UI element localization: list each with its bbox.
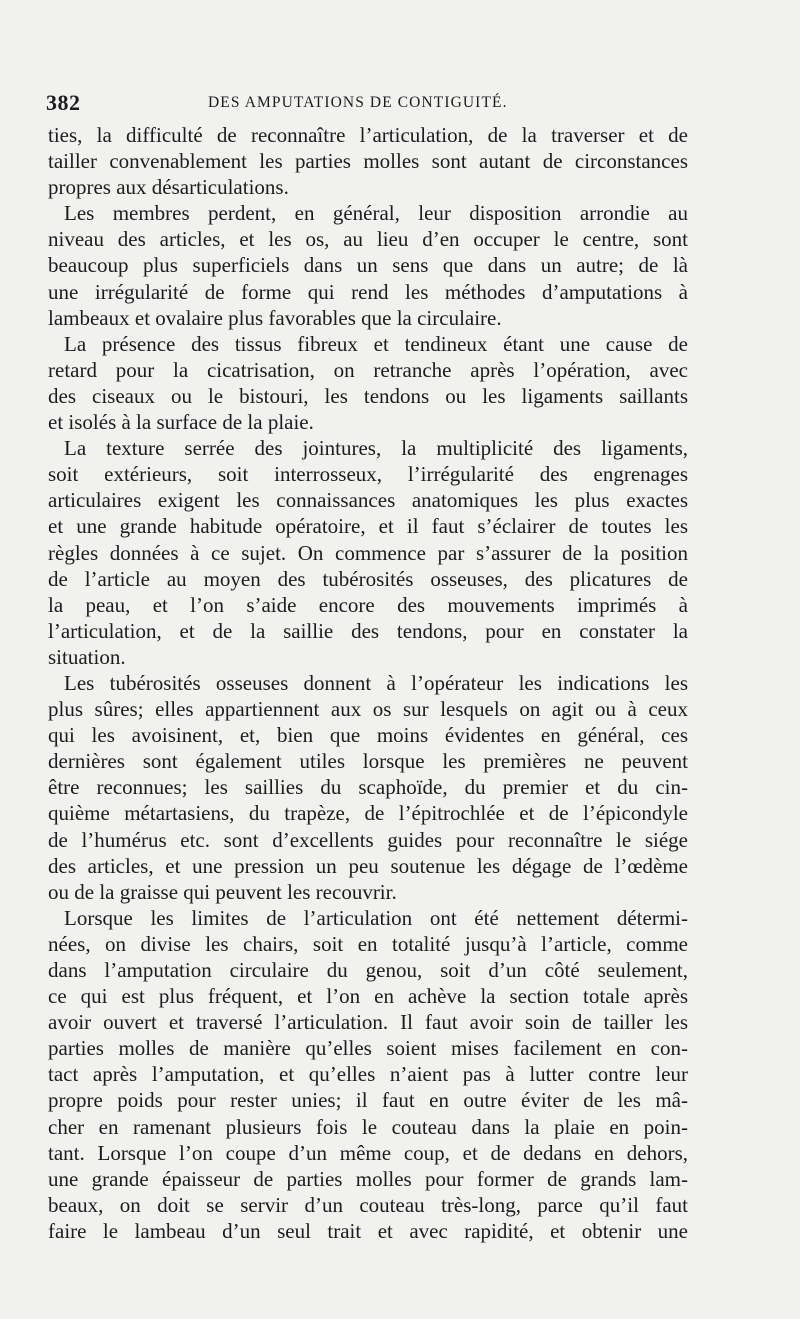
text-line: beaux, on doit se servir d’un couteau très-long, parce qu’il faut bbox=[48, 1192, 688, 1217]
page-number: 382 bbox=[46, 90, 81, 115]
text-line: dans l’amputation circulaire du genou, soit d’un côté seulement, bbox=[48, 958, 688, 982]
text-line: plus sûres; elles appartiennent aux os sur lesquels on agit ou à ceux bbox=[48, 697, 688, 722]
text-line: l’articulation, et de la saillie des tendons, pour en constater la bbox=[48, 618, 688, 643]
text-line: La présence des tissus fibreux et tendineux étant une cause de bbox=[64, 331, 688, 356]
text-line: propre poids pour rester unies; il faut en outre éviter de les mâ- bbox=[48, 1088, 688, 1113]
text-line: nées, on divise les chairs, soit en totalité jusqu’à l’article, comme bbox=[48, 931, 688, 956]
page-header bbox=[46, 88, 746, 118]
text-line: une irrégularité de forme qui rend les méthodes d’amputations à bbox=[48, 279, 688, 304]
text-line: beaucoup plus superficiels dans un sens que dans un autre; de là bbox=[48, 253, 688, 278]
text-line: propres aux désarticulations. bbox=[48, 175, 289, 200]
text-line: Les membres perdent, en général, leur disposition arrondie au bbox=[64, 201, 688, 226]
text-line: cher en ramenant plusieurs fois le couteau dans la plaie en poin- bbox=[48, 1114, 688, 1139]
text-line: de l’article au moyen des tubérosités osseuses, des plicatures de bbox=[48, 566, 688, 591]
text-line: tant. Lorsque l’on coupe d’un même coup, et de dedans en dehors, bbox=[48, 1140, 688, 1165]
text-line: soit extérieurs, soit interrosseux, l’irrégularité des engrenages bbox=[48, 462, 688, 487]
text-line: Lorsque les limites de l’articulation ont été nettement détermi- bbox=[64, 905, 688, 930]
text-line: dernières sont également utiles lorsque les premières ne peuvent bbox=[48, 749, 688, 774]
text-line: faire le lambeau d’un seul trait et avec rapidité, et obtenir une bbox=[48, 1218, 688, 1243]
text-line: lambeaux et ovalaire plus favorables que la circulaire. bbox=[48, 305, 502, 330]
text-line: avoir ouvert et traversé l’articulation. Il faut avoir soin de tailler les bbox=[48, 1010, 688, 1035]
text-line: et isolés à la surface de la plaie. bbox=[48, 410, 314, 435]
text-line: ties, la difficulté de reconnaître l’articulation, de la traverser et de bbox=[48, 123, 688, 147]
text-line: articulaires exigent les connaissances anatomiques les plus exactes bbox=[48, 488, 688, 513]
running-title: DES AMPUTATIONS DE CONTIGUITÉ. bbox=[208, 94, 508, 111]
text-line: une grande épaisseur de parties molles pour former de grands lam- bbox=[48, 1166, 688, 1191]
text-line: situation. bbox=[48, 644, 126, 669]
text-line: retard pour la cicatrisation, on retranche après l’opération, avec bbox=[48, 357, 688, 382]
text-line: qui les avoisinent, et, bien que moins évidentes en général, ces bbox=[48, 723, 688, 748]
text-line: des articles, et une pression un peu soutenue les dégage de l’œdème bbox=[48, 853, 688, 878]
text-line: et une grande habitude opératoire, et il faut s’éclairer de toutes les bbox=[48, 514, 688, 539]
text-line: parties molles de manière qu’elles soient mises facilement en con- bbox=[48, 1036, 688, 1061]
text-line: ou de la graisse qui peuvent les recouvrir. bbox=[48, 879, 397, 904]
text-line: de l’humérus etc. sont d’excellents guides pour reconnaître le siége bbox=[48, 827, 688, 852]
text-line: la peau, et l’on s’aide encore des mouvements imprimés à bbox=[48, 592, 688, 617]
text-line: La texture serrée des jointures, la multiplicité des ligaments, bbox=[64, 436, 688, 461]
text-line: quième métartasiens, du trapèze, de l’épitrochlée et de l’épicondyle bbox=[48, 801, 688, 826]
text-line: tailler convenablement les parties molles sont autant de circonstances bbox=[48, 149, 688, 174]
text-line: règles données à ce sujet. On commence par s’assurer de la position bbox=[48, 540, 688, 565]
body-text bbox=[48, 122, 688, 1244]
text-line: être reconnues; les saillies du scaphoïde, du premier et du cin- bbox=[48, 775, 688, 800]
text-line: des ciseaux ou le bistouri, les tendons ou les ligaments saillants bbox=[48, 383, 688, 408]
text-line: tact après l’amputation, et qu’elles n’aient pas à lutter contre leur bbox=[48, 1062, 688, 1087]
text-line: Les tubérosités osseuses donnent à l’opérateur les indications les bbox=[64, 670, 688, 695]
text-line: niveau des articles, et les os, au lieu d’en occuper le centre, sont bbox=[48, 227, 688, 252]
text-line: ce qui est plus fréquent, et l’on en achève la section totale après bbox=[48, 984, 688, 1009]
